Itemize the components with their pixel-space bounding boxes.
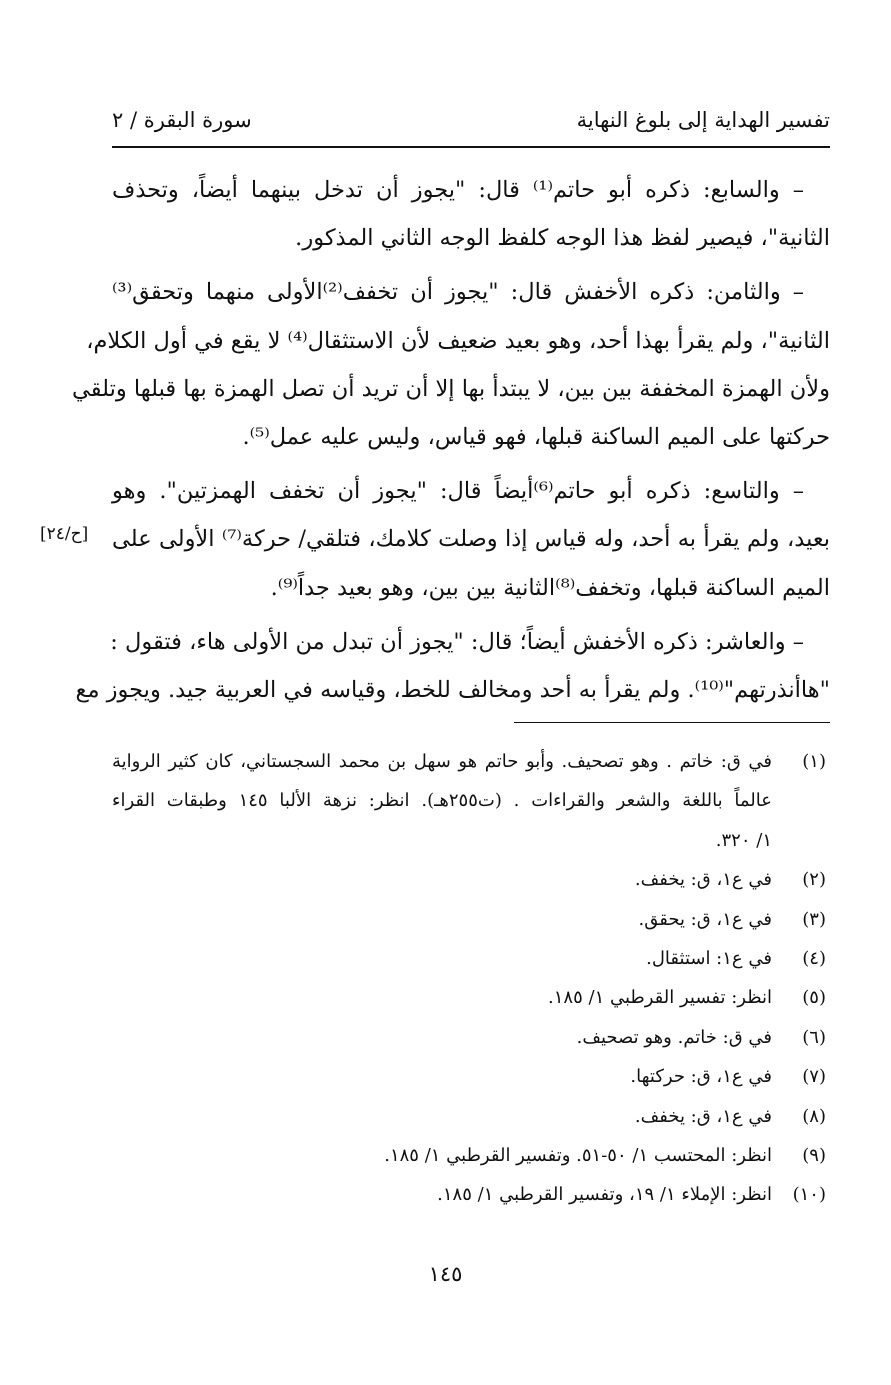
text-line: – والتاسع: ذكره أبو حاتم⁽⁶⁾أيضاً قال: "يجوز أن تخفف الهمزتين". وهو [112, 478, 804, 505]
text-line: – والسابع: ذكره أبو حاتم⁽¹⁾ قال: "يجوز أن تدخل بينهما أيضاً، وتحذف [112, 177, 804, 203]
footnote-line: في ق: خاتم. وهو تصحيف. [576, 1026, 772, 1048]
text-line: حركتها على الميم الساكنة قبلها، فهو قياس، وليس عليه عمل⁽⁵⁾. [242, 423, 830, 450]
footnote-number: (٥) [802, 987, 826, 1009]
footnote-line: انظر: تفسير القرطبي ١/ ١٨٥. [548, 987, 772, 1009]
text-line: الميم الساكنة قبلها، وتخفف⁽⁸⁾الثانية بين بين، وهو بعيد جداً⁽⁹⁾. [270, 574, 830, 601]
main-text [72, 166, 830, 720]
footnote-line: انظر: الإملاء ١/ ١٩، وتفسير القرطبي ١/ ١٨٥. [437, 1184, 772, 1206]
page-number: ١٤٥ [428, 1262, 463, 1286]
footnote-number: (٣) [802, 908, 826, 930]
footnote-item [112, 1136, 830, 1175]
footnotes [112, 742, 830, 1215]
footnote-number: (٦) [802, 1026, 826, 1048]
footnote-number: (٨) [802, 1105, 826, 1127]
footnote-item [112, 1018, 830, 1057]
text-line: – والعاشر: ذكره الأخفش أيضاً؛ قال: "يجوز أن تبدل من الأولى هاء، فتقول : [110, 628, 804, 655]
footnote-number: (٩) [802, 1145, 826, 1167]
text-line: "هاأنذرتهم"⁽¹⁰⁾. ولم يقرأ به أحد ومخالف للخط، وقياسه في العربية جيد. ويجوز مع [75, 676, 830, 703]
footnote-line: في ق: خاتم . وهو تصحيف. وأبو حاتم هو سهل بن محمد السجستاني، كان كثير الرواية [112, 751, 772, 772]
text-line: الثانية"، فيصير لفظ هذا الوجه كلفظ الوجه الثاني المذكور. [295, 225, 830, 252]
footnote-line: في ع١، ق: يخفف. [634, 869, 772, 891]
text-line: بعيد، ولم يقرأ به أحد، وله قياس إذا وصلت كلامك، فتلقي/ حركة⁽⁷⁾ الأولى على [112, 526, 830, 553]
footnote-item [112, 978, 830, 1017]
header-divider [112, 146, 830, 148]
footnote-line: في ع١، ق: يحقق. [638, 908, 772, 930]
footnote-line: عالماً باللغة والشعر والقراءات . (ت٢٥٥هـ). انظر: نزهة الألبا ١٤٥ وطبقات القراء [112, 790, 772, 812]
footnote-number: (٧) [802, 1066, 826, 1088]
paragraph-seventh [112, 166, 830, 262]
paragraph-tenth [75, 618, 830, 714]
book-title: تفسير الهداية إلى بلوغ النهاية [576, 108, 830, 132]
running-header [112, 108, 830, 148]
manuscript-folio-reference: [ح/٢٤] [40, 524, 89, 544]
footnote-item [112, 939, 830, 978]
footnote-item [112, 1057, 830, 1096]
footnote-item [112, 742, 830, 860]
footnote-line: انظر: المحتسب ١/ ٥٠-٥١. وتفسير القرطبي ١/ ١٨٥. [384, 1145, 772, 1167]
surah-title: سورة البقرة / ٢ [112, 108, 252, 132]
footnote-number: (٢) [802, 869, 826, 891]
footnote-item [112, 860, 830, 899]
footnote-line: ١/ ٣٢٠. [715, 829, 772, 851]
text-line: – والثامن: ذكره الأخفش قال: "يجوز أن تخفف⁽²⁾الأولى منهما وتحقق⁽³⁾ [112, 279, 805, 306]
footnote-number: (٤) [802, 948, 826, 970]
footnote-line: في ع١: استثقال. [646, 948, 772, 970]
footnote-line: في ع١، ق: حركتها. [630, 1066, 772, 1088]
footnote-item [112, 900, 830, 939]
footnote-number: (١) [802, 751, 826, 772]
footnote-item [112, 1097, 830, 1136]
paragraph-ninth [112, 467, 830, 612]
text-line: ولأن الهمزة المخففة بين بين، لا يبتدأ بها إلا أن تريد أن تصل الهمزة بها قبلها وتلقي [72, 375, 830, 402]
footnote-number: (١٠) [792, 1184, 826, 1206]
paragraph-eighth [72, 268, 830, 461]
footnote-divider [514, 722, 830, 723]
footnote-line: في ع١، ق: يخفف. [634, 1105, 772, 1127]
footnote-item [112, 1175, 830, 1214]
text-line: الثانية"، ولم يقرأ بهذا أحد، وهو بعيد ضعيف لأن الاستثقال⁽⁴⁾ لا يقع في أول الكلام، [86, 327, 830, 354]
